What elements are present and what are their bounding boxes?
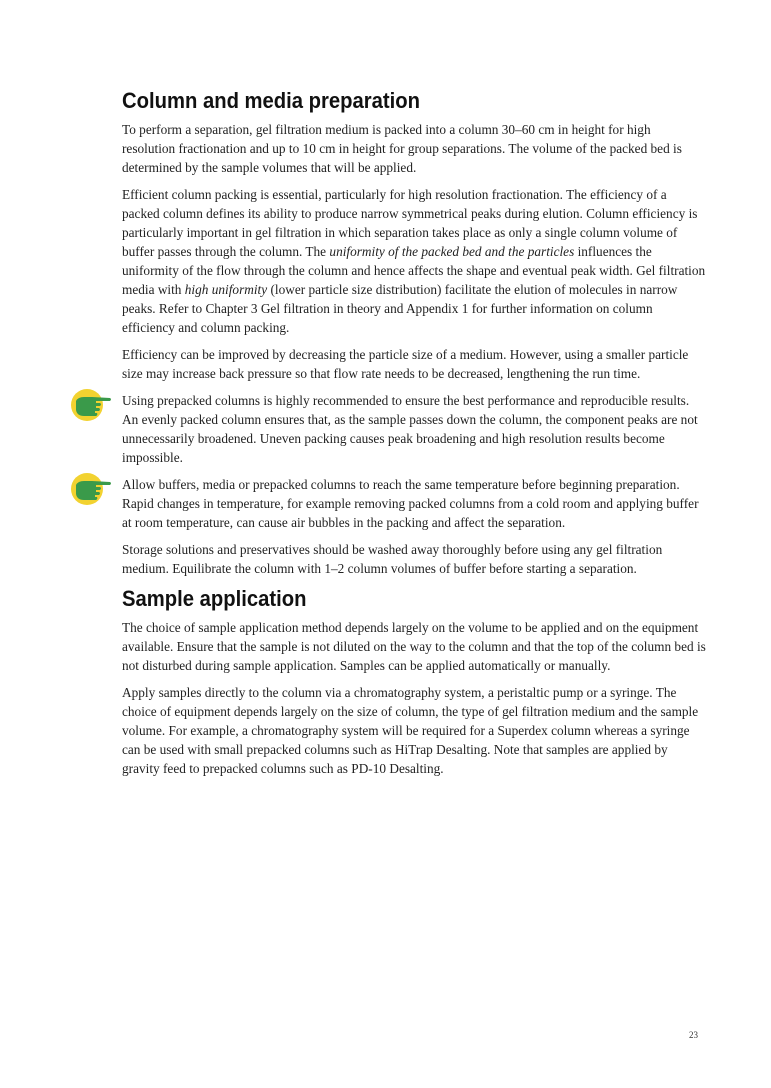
paragraph: Apply samples directly to the column via a chromatography system, a peristaltic pump or a syringe. The choice of equipment depends largely on the size of column, the type of gel filtration medium and the sample volume. For example, a chromatography system will be required for a Superdex column whereas a syringe can be used with small prepacked columns such as HiTrap Desalting. Note that samples are applied by gravity feed to prepacked columns such as PD-10 Desalting. xyxy=(122,685,699,776)
paragraph: To perform a separation, gel filtration medium is packed into a column 30–60 cm in height for high resolution fractionation and up to 10 cm in height for group separations. The volume of the packed bed is determined by the sample volumes that will be applied. xyxy=(122,122,682,175)
pointing-hand-icon xyxy=(70,472,114,506)
paragraph: Efficiency can be improved by decreasing the particle size of a medium. However, using a smaller particle size may increase back pressure so that flow rate needs to be decreased, lengthening the run time. xyxy=(122,347,689,381)
tip-note: Using prepacked columns is highly recommended to ensure the best performance and reproducible results. An evenly packed column ensures that, as the sample passes down the column, the component peaks are not unnecessarily broadened. Uneven packing causes peak broadening and high resolution results become impossible. xyxy=(122,391,706,467)
tip-note: Allow buffers, media or prepacked columns to reach the same temperature before beginning preparation. Rapid changes in temperature, for example removing packed columns from a cold room and applying buffer at room temperature, can cause air bubbles in the packing and affect the separation. xyxy=(122,475,706,532)
page-number: 23 xyxy=(689,1030,698,1040)
pointing-hand-icon xyxy=(70,388,114,422)
section-heading-sample-application: Sample application xyxy=(122,586,307,611)
paragraph: The choice of sample application method depends largely on the volume to be applied and on the equipment available. Ensure that the sample is not diluted on the way to the column and that the top of the column bed is not disturbed during sample application. Samples can be applied automatically or manually. xyxy=(122,620,706,673)
section-heading-column-media-preparation: Column and media preparation xyxy=(122,88,421,113)
page-content xyxy=(122,88,706,786)
paragraph: Efficient column packing is essential, particularly for high resolution fractionation. The efficiency of a packed column defines its ability to produce narrow symmetrical peaks during elution. Column efficiency is particularly important in gel filtration in which separation takes place as only a single column volume of buffer passes through the column. The uniformity of the packed bed and the particles influences the uniformity of the flow through the column and hence affects the shape and eventual peak width. Gel filtration media with high uniformity (lower particle size distribution) facilitate the elution of molecules in narrow peaks. Refer to Chapter 3 Gel filtration in theory and Appendix 1 for further information on column efficiency and column packing. xyxy=(122,187,706,335)
paragraph: Storage solutions and preservatives should be washed away thoroughly before using any gel filtration medium. Equilibrate the column with 1–2 column volumes of buffer before starting a separation. xyxy=(122,542,663,576)
